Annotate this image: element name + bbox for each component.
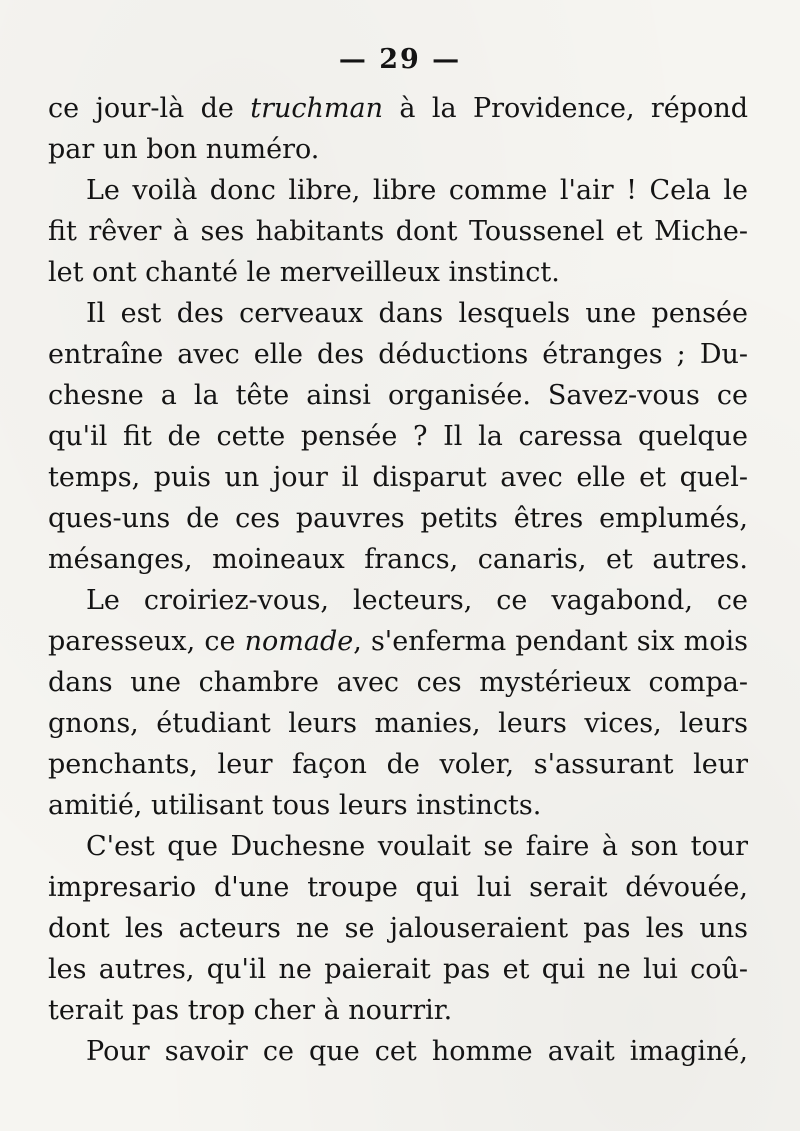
text-line	[48, 170, 748, 211]
text-line	[48, 457, 748, 498]
text-line	[48, 662, 748, 703]
text-line-content: Il est des cerveaux dans lesquels une pensée	[86, 298, 748, 329]
text-line-content: ce jour-là de	[48, 93, 251, 124]
text-line	[48, 621, 748, 662]
text-line	[48, 539, 748, 580]
text-line	[48, 703, 748, 744]
text-line-content: Pour savoir ce que cet homme avait imaginé,	[86, 1036, 748, 1067]
text-line-content: temps, puis un jour il disparut avec elle et quel-	[48, 462, 748, 493]
text-line-content: amitié, utilisant tous leurs instincts.	[48, 790, 542, 821]
text-line	[48, 990, 748, 1031]
text-line	[48, 867, 748, 908]
text-line-content: impresario d'une troupe qui lui serait dévouée,	[48, 872, 748, 903]
text-line	[48, 826, 748, 867]
text-line-content: qu'il fit de cette pensée ? Il la caressa quelque	[48, 421, 748, 452]
text-line	[48, 949, 748, 990]
text-line-content: par un bon numéro.	[48, 134, 320, 165]
page-number: — 29 —	[338, 44, 462, 75]
text-line	[48, 129, 748, 170]
text-line-content: terait pas trop cher à nourrir.	[48, 995, 453, 1026]
text-line-content: fit rêver à ses habitants dont Toussenel et Miche-	[48, 216, 748, 247]
text-line-content: Le voilà donc libre, libre comme l'air ! Cela le	[86, 175, 748, 206]
text-line	[48, 375, 748, 416]
text-line-content: les autres, qu'il ne paierait pas et qui ne lui coû-	[48, 954, 748, 985]
text-line	[48, 88, 748, 129]
text-line-content: entraîne avec elle des déductions étranges ; Du-	[48, 339, 748, 370]
text-line	[48, 293, 748, 334]
text-line	[48, 908, 748, 949]
text-line-continuation: à la Providence, répond	[383, 93, 748, 124]
text-line	[48, 744, 748, 785]
text-line-content: penchants, leur façon de voler, s'assurant leur	[48, 749, 748, 780]
text-line-content: chesne a la tête ainsi organisée. Savez-vous ce	[48, 380, 748, 411]
text-line	[48, 1031, 748, 1072]
text-line	[48, 252, 748, 293]
text-line	[48, 416, 748, 457]
text-line-content: dans une chambre avec ces mystérieux compa-	[48, 667, 748, 698]
text-line-content: paresseux, ce	[48, 626, 245, 657]
italic-word: truchman	[250, 93, 384, 124]
text-line-content: dont les acteurs ne se jalouseraient pas les uns	[48, 913, 748, 944]
text-line	[48, 785, 748, 826]
body-text	[48, 88, 748, 1072]
text-line	[48, 580, 748, 621]
text-line-content: let ont chanté le merveilleux instinct.	[48, 257, 560, 288]
text-line-continuation: , s'enferma pendant six mois	[353, 626, 748, 657]
text-line-content: C'est que Duchesne voulait se faire à son tour	[86, 831, 748, 862]
text-line	[48, 334, 748, 375]
text-line-content: Le croiriez-vous, lecteurs, ce vagabond, ce	[86, 585, 748, 616]
text-line-content: mésanges, moineaux francs, canaris, et autres.	[48, 544, 748, 575]
italic-word: nomade	[244, 626, 354, 657]
text-line-content: gnons, étudiant leurs manies, leurs vices, leurs	[48, 708, 748, 739]
text-line	[48, 211, 748, 252]
text-line-content: ques-uns de ces pauvres petits êtres emplumés,	[48, 503, 748, 534]
text-line	[48, 498, 748, 539]
